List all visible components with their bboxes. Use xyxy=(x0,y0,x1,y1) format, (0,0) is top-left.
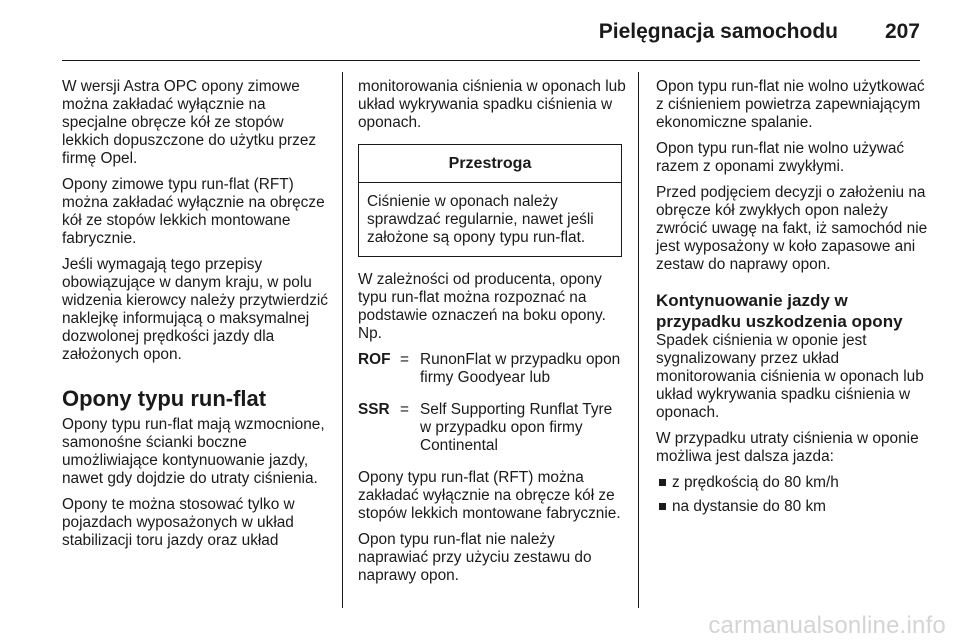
column-divider xyxy=(342,72,343,608)
definition-list xyxy=(358,351,626,455)
paragraph: Opony te można stosować tylko w pojazdach wyposażonych w układ stabilizacji toru jazdy oraz układ xyxy=(62,496,295,549)
watermark: carmanualsonline.info xyxy=(708,612,946,639)
subsection-heading: Kontynuowanie jazdy w przypadku uszkodzenia opony xyxy=(656,291,903,331)
bullet-item: na dystansie do 80 km xyxy=(656,498,928,516)
column-2 xyxy=(358,78,626,593)
paragraph: Opony typu run-flat mają wzmocnione, samonośne ścianki boczne umożliwiające kontynuowanie jazdy, nawet gdy dojdzie do utraty ciśnienia. xyxy=(62,416,325,487)
section-heading: Opony typu run-flat xyxy=(62,386,267,411)
definition-equals: = xyxy=(400,351,409,368)
definition-term: ROF xyxy=(358,351,391,368)
paragraph: W przypadku utraty ciśnienia w oponie możliwa jest dalsza jazda: xyxy=(656,430,919,465)
column-divider xyxy=(638,72,639,608)
column-3 xyxy=(656,78,928,522)
definition-equals: = xyxy=(400,401,409,418)
definition-row xyxy=(358,401,626,455)
page-number: 207 xyxy=(884,20,920,43)
column-1 xyxy=(62,78,332,558)
paragraph: Opon typu run-flat nie należy naprawiać przy użyciu zestawu do naprawy opon. xyxy=(358,531,592,584)
page-header xyxy=(62,16,920,61)
definition-row xyxy=(358,351,626,387)
paragraph: W zależności od producenta, opony typu run-flat można rozpoznać na podstawie oznaczeń na boku opony. Np. xyxy=(358,271,606,342)
paragraph: W wersji Astra OPC opony zimowe można zakładać wyłącznie na specjalne obręcze kół ze stopów lekkich dopuszczone do użytku przez firmę Opel. xyxy=(62,78,317,167)
paragraph: Opon typu run-flat nie wolno użytkować z ciśnieniem powietrza zapewniającym ekonomiczne spalanie. xyxy=(656,78,925,131)
caution-title: Przestroga xyxy=(359,145,621,183)
bullet-list xyxy=(656,474,928,516)
paragraph: Opony typu run-flat (RFT) można zakładać wyłącznie na obręcze kół ze stopów lekkich montowane fabrycznie. xyxy=(358,469,621,522)
paragraph: Przed podjęciem decyzji o założeniu na obręcze kół zwykłych opon należy zwrócić uwagę na fakt, iż samochód nie jest wyposażony w koło zapasowe ani zestaw do naprawy opon. xyxy=(656,184,928,273)
paragraph: Jeśli wymagają tego przepisy obowiązujące w danym kraju, w polu widzenia kierowcy należy przytwierdzić naklejkę informującą o maksymalnej dozwolonej prędkości jazdy dla założonych opon. xyxy=(62,256,329,363)
caution-box xyxy=(358,144,622,257)
running-title: Pielęgnacja samochodu xyxy=(598,20,838,43)
definition-description: RunonFlat w przypadku opon firmy Goodyear lub xyxy=(420,351,621,386)
caution-text: Ciśnienie w oponach należy sprawdzać regularnie, nawet jeśli założone są opony typu run-flat. xyxy=(367,193,594,246)
paragraph: Opony zimowe typu run-flat (RFT) można zakładać wyłącznie na obręcze kół ze stopów lekkich montowane fabrycznie. xyxy=(62,176,325,247)
paragraph: monitorowania ciśnienia w oponach lub układ wykrywania spadku ciśnienia w oponach. xyxy=(358,78,626,131)
paragraph: Spadek ciśnienia w oponie jest sygnalizowany przez układ monitorowania ciśnienia w oponach lub układ wykrywania spadku ciśnienia w oponach. xyxy=(656,332,924,421)
definition-term: SSR xyxy=(358,401,390,418)
bullet-item: z prędkością do 80 km/h xyxy=(656,474,928,492)
paragraph: Opon typu run-flat nie wolno używać razem z oponami zwykłymi. xyxy=(656,140,905,175)
definition-description: Self Supporting Runflat Tyre w przypadku opon firmy Continental xyxy=(420,401,613,454)
